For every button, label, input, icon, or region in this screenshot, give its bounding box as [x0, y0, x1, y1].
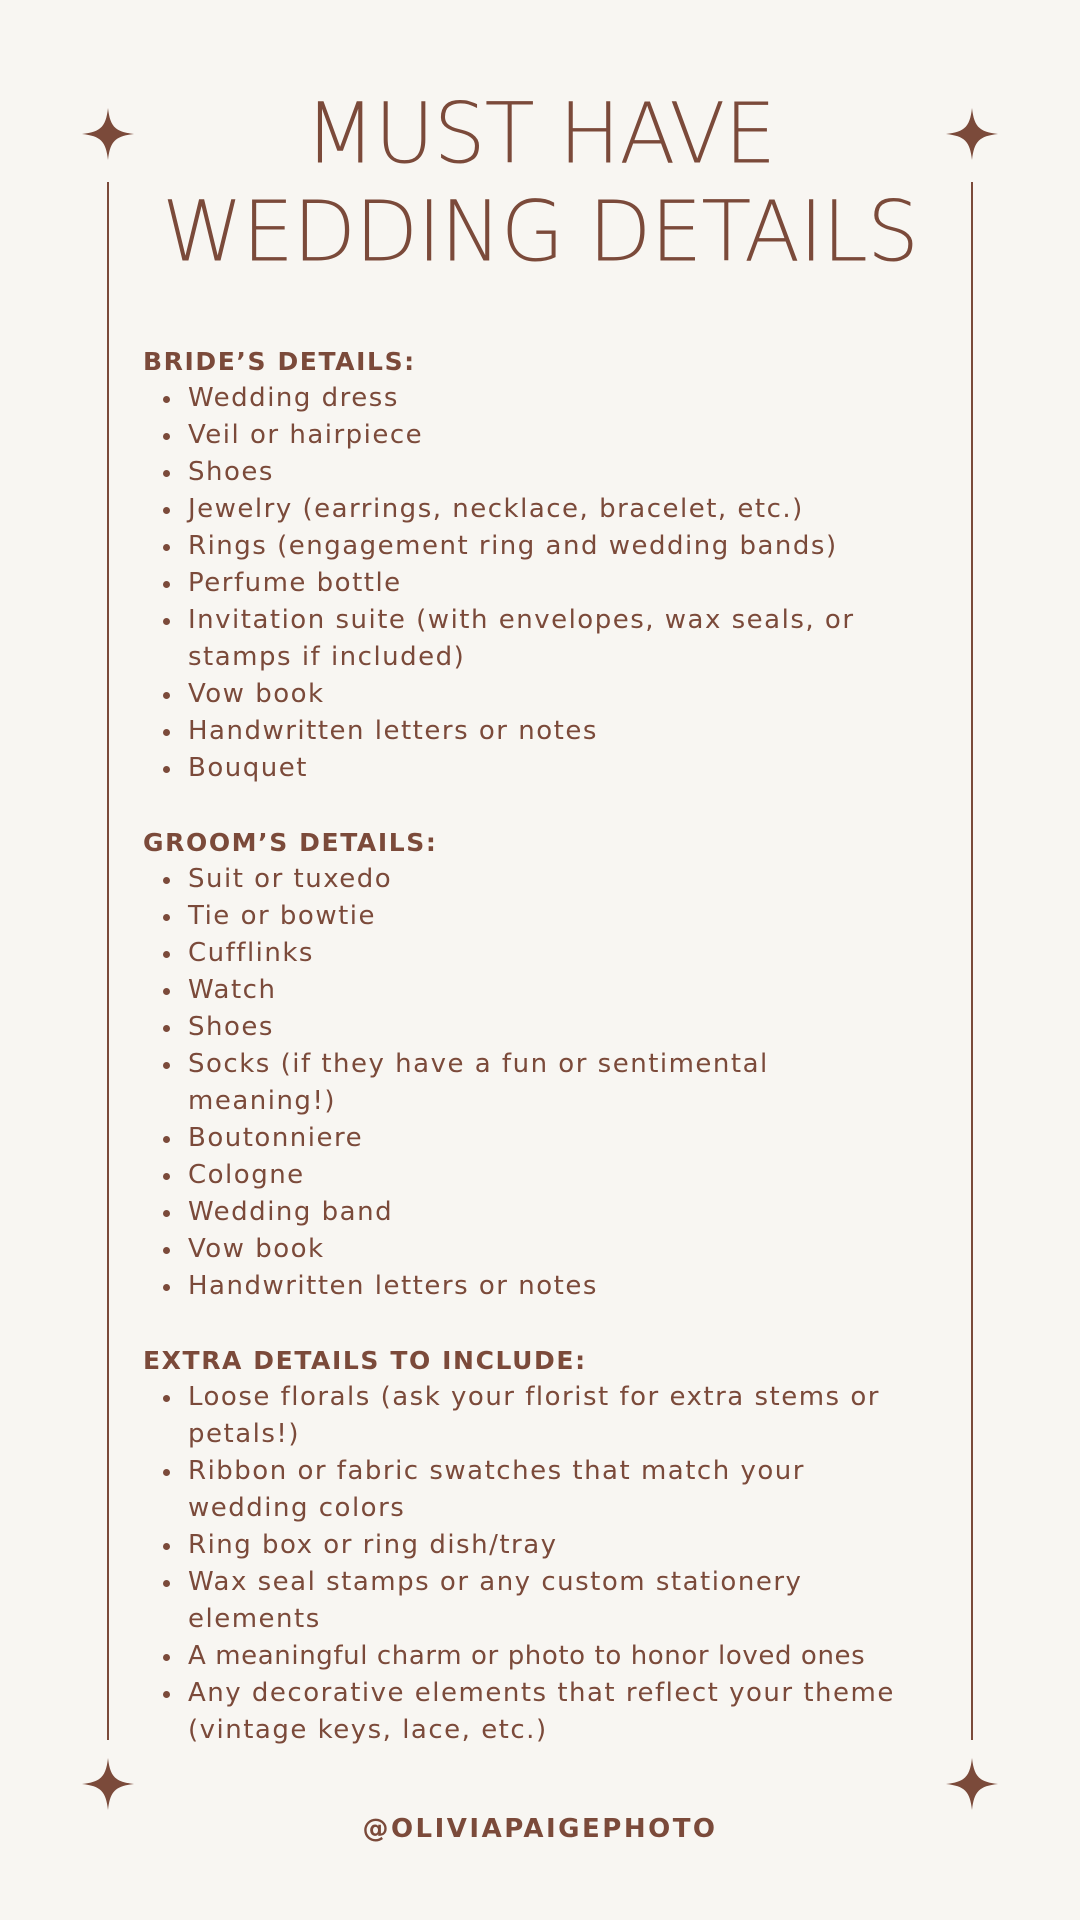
list-item: A meaningful charm or photo to honor loved ones [188, 1638, 978, 1675]
section-heading: GROOM’S DETAILS: [143, 828, 438, 857]
list-item: Wax seal stamps or any custom stationery elements [188, 1564, 868, 1638]
list-item: Wedding band [188, 1194, 943, 1231]
grooms-details-section [143, 824, 943, 1305]
list-item: Suit or tuxedo [188, 861, 943, 898]
grooms-details-list [143, 861, 943, 1305]
right-border-line [971, 182, 973, 1740]
list-item: Veil or hairpiece [188, 417, 943, 454]
list-item: Any decorative elements that reflect your theme (vintage keys, lace, etc.) [188, 1675, 948, 1749]
list-item: Handwritten letters or notes [188, 1268, 943, 1305]
list-item: Socks (if they have a fun or sentimental meaning!) [188, 1046, 828, 1120]
list-item: Ring box or ring dish/tray [188, 1527, 943, 1564]
brides-details-section [143, 343, 943, 787]
star-icon-bottom-right [946, 1758, 998, 1810]
list-item: Jewelry (earrings, necklace, bracelet, etc.) [188, 491, 943, 528]
list-item: Cufflinks [188, 935, 943, 972]
list-item: Boutonniere [188, 1120, 943, 1157]
instagram-handle: @OLIVIAPAIGEPHOTO [362, 1814, 718, 1844]
list-item: Ribbon or fabric swatches that match your wedding colors [188, 1453, 868, 1527]
list-item: Shoes [188, 1009, 943, 1046]
star-icon-bottom-left [82, 1758, 134, 1810]
list-item: Shoes [188, 454, 943, 491]
section-heading: EXTRA DETAILS TO INCLUDE: [143, 1346, 587, 1375]
list-item: Wedding dress [188, 380, 943, 417]
list-item: Vow book [188, 676, 943, 713]
list-item: Cologne [188, 1157, 943, 1194]
list-item: Watch [188, 972, 943, 1009]
extra-details-list [143, 1379, 943, 1749]
list-item: Loose florals (ask your florist for extra stems or petals!) [188, 1379, 933, 1453]
list-item: Tie or bowtie [188, 898, 943, 935]
checklist-content [143, 343, 943, 1786]
section-heading: BRIDE’S DETAILS: [143, 347, 416, 376]
list-item: Bouquet [188, 750, 943, 787]
page-title [0, 86, 1080, 282]
left-border-line [107, 182, 109, 1740]
title-line-2: WEDDING DETAILS [162, 184, 918, 281]
list-item: Vow book [188, 1231, 943, 1268]
list-item: Rings (engagement ring and wedding bands) [188, 528, 943, 565]
list-item: Invitation suite (with envelopes, wax seals, or stamps if included) [188, 602, 908, 676]
list-item: Perfume bottle [188, 565, 943, 602]
extra-details-section [143, 1342, 943, 1749]
title-line-1: MUST HAVE [304, 86, 776, 183]
list-item: Handwritten letters or notes [188, 713, 943, 750]
brides-details-list [143, 380, 943, 787]
